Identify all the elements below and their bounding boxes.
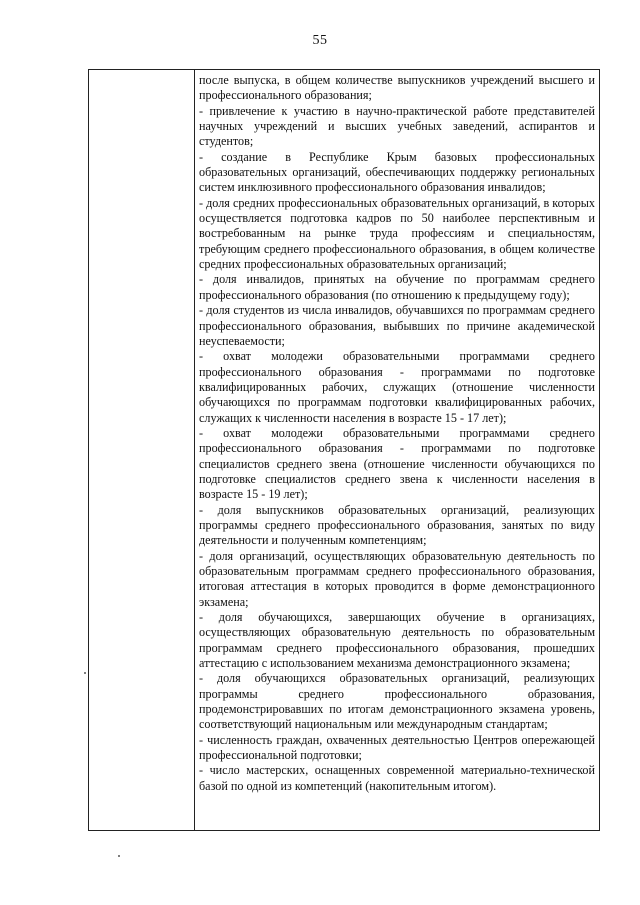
list-item: после выпуска, в общем количестве выпускников учреждений высшего и профессионального образования;: [199, 73, 595, 103]
list-item: - доля студентов из числа инвалидов, обучавшихся по программам среднего профессионального образования, выбывших по причине академической неуспеваемости;: [199, 303, 595, 348]
scan-speck: [84, 672, 86, 674]
list-item: - доля выпускников образовательных организаций, реализующих программы среднего профессионального образования, занятых по виду деятельности и полученным компетенциям;: [199, 502, 595, 548]
scan-speck: [118, 855, 120, 857]
list-item: - доля обучающихся, завершающих обучение в организациях, осуществляющих образовательную деятельность по образовательным программам среднего профессионального образования, прошедших аттестацию с использованием механизма демонстрационного экзамена;: [199, 610, 595, 671]
page-number: 55: [312, 33, 328, 48]
indicators-list: [199, 73, 595, 794]
list-item: - охват молодежи образовательными программами среднего профессионального образования - программами по подготовке специалистов среднего звена (отношение численности обучающихся по подготовке специалистов среднего звена к численности населения в возрасте 15 - 19 лет);: [199, 425, 595, 502]
list-item: - доля организаций, осуществляющих образовательную деятельность по образовательным программам среднего профессионального образования, итоговая аттестация в которых проводится в форме демонстрационного экзамена;: [199, 548, 595, 609]
list-item: - доля обучающихся образовательных организаций, реализующих программы среднего профессионального образования, продемонстрировавших по итогам демонстрационного экзамена уровень, соответствующий национальным или международным стандартам;: [199, 671, 595, 732]
list-item: - охват молодежи образовательными программами среднего профессионального образования - программами по подготовке квалифицированных рабочих, служащих (отношение численности обучающихся по программам подготовки квалифицированных рабочих, служащих к численности населения в возрасте 15 - 17 лет);: [199, 349, 595, 425]
indicators-table: [88, 69, 600, 831]
table-right-cell: [195, 70, 599, 830]
list-item: - численность граждан, охваченных деятельностью Центров опережающей профессиональной подготовки;: [199, 732, 595, 763]
list-item: - доля средних профессиональных образовательных организаций, в которых осуществляется подготовка кадров по 50 наиболее перспективным и востребованным на рынке труда профессиям и специальностям, требующим среднего профессионального образования, в общем количестве средних профессиональных образовательных организаций;: [199, 195, 595, 272]
table-left-cell: [89, 70, 195, 830]
list-item: - создание в Республике Крым базовых профессиональных образовательных организаций, обеспечивающих поддержку региональных систем инклюзивного профессионального образования инвалидов;: [199, 149, 595, 195]
list-item: - привлечение к участию в научно-практической работе представителей научных учреждений и высших учебных заведений, аспирантов и студентов;: [199, 103, 595, 149]
list-item: - число мастерских, оснащенных современной материально-технической базой по одной из компетенций (накопительным итогом).: [199, 763, 595, 793]
list-item: - доля инвалидов, принятых на обучение по программам среднего профессионального образования (по отношению к предыдущему году);: [199, 272, 595, 302]
